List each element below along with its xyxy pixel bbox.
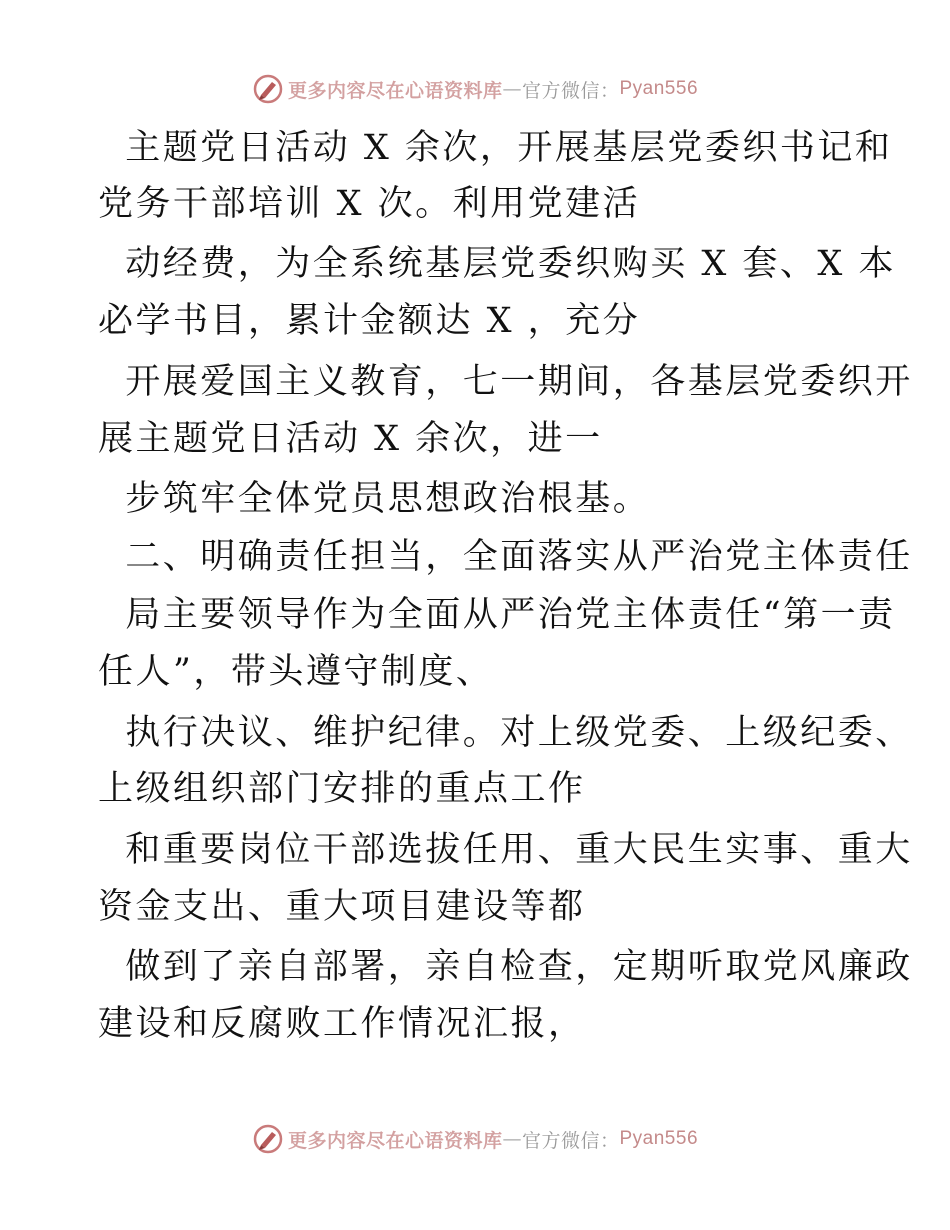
- body-line: 做到了亲自部署，亲自检查，定期听取党风廉政: [98, 947, 913, 987]
- pen-logo-icon: [252, 1123, 284, 1155]
- body-line: 建设和反腐败工作情况汇报，: [98, 1004, 586, 1044]
- body-line: 必学书目，累计金额达 X ，充分: [98, 301, 641, 341]
- body-line: 和重要岗位干部选拔任用、重大民生实事、重大: [98, 830, 913, 870]
- footer-watermark: [0, 1122, 950, 1156]
- body-line: 局主要领导作为全面从严治党主体责任“第一责: [98, 595, 896, 635]
- body-line: 党务干部培训 X 次。利用党建活: [98, 184, 641, 224]
- watermark-wechat-id: Pyan556: [619, 78, 699, 99]
- pen-logo-icon: [252, 73, 284, 105]
- watermark-official-label: 官方微信：: [521, 79, 620, 102]
- body-line: 资金支出、重大项目建设等都: [98, 887, 586, 927]
- section-heading: 二、明确责任担当，全面落实从严治党主体责任: [98, 537, 913, 577]
- watermark-dash: —: [502, 78, 522, 100]
- body-line: 动经费，为全系统基层党委织购买 X 套、X 本: [98, 244, 896, 284]
- header-watermark: [0, 72, 950, 106]
- body-line: 任人”，带头遵守制度、: [98, 652, 494, 692]
- body-line: 步筑牢全体党员思想政治根基。: [98, 479, 651, 519]
- watermark-brand: 更多内容尽在心语资料库: [287, 1129, 503, 1152]
- watermark-official-label: 官方微信：: [521, 1129, 620, 1152]
- body-line: 开展爱国主义教育，七一期间，各基层党委织开: [98, 362, 913, 402]
- watermark-wechat-id: Pyan556: [619, 1128, 699, 1149]
- body-line: 执行决议、维护纪律。对上级党委、上级纪委、: [98, 713, 913, 753]
- body-line: 上级组织部门安排的重点工作: [98, 769, 586, 809]
- body-line: 主题党日活动 X 余次，开展基层党委织书记和: [98, 128, 893, 168]
- watermark-brand: 更多内容尽在心语资料库: [287, 79, 503, 102]
- watermark-dash: —: [502, 1128, 522, 1150]
- body-line: 展主题党日活动 X 余次，进一: [98, 419, 603, 459]
